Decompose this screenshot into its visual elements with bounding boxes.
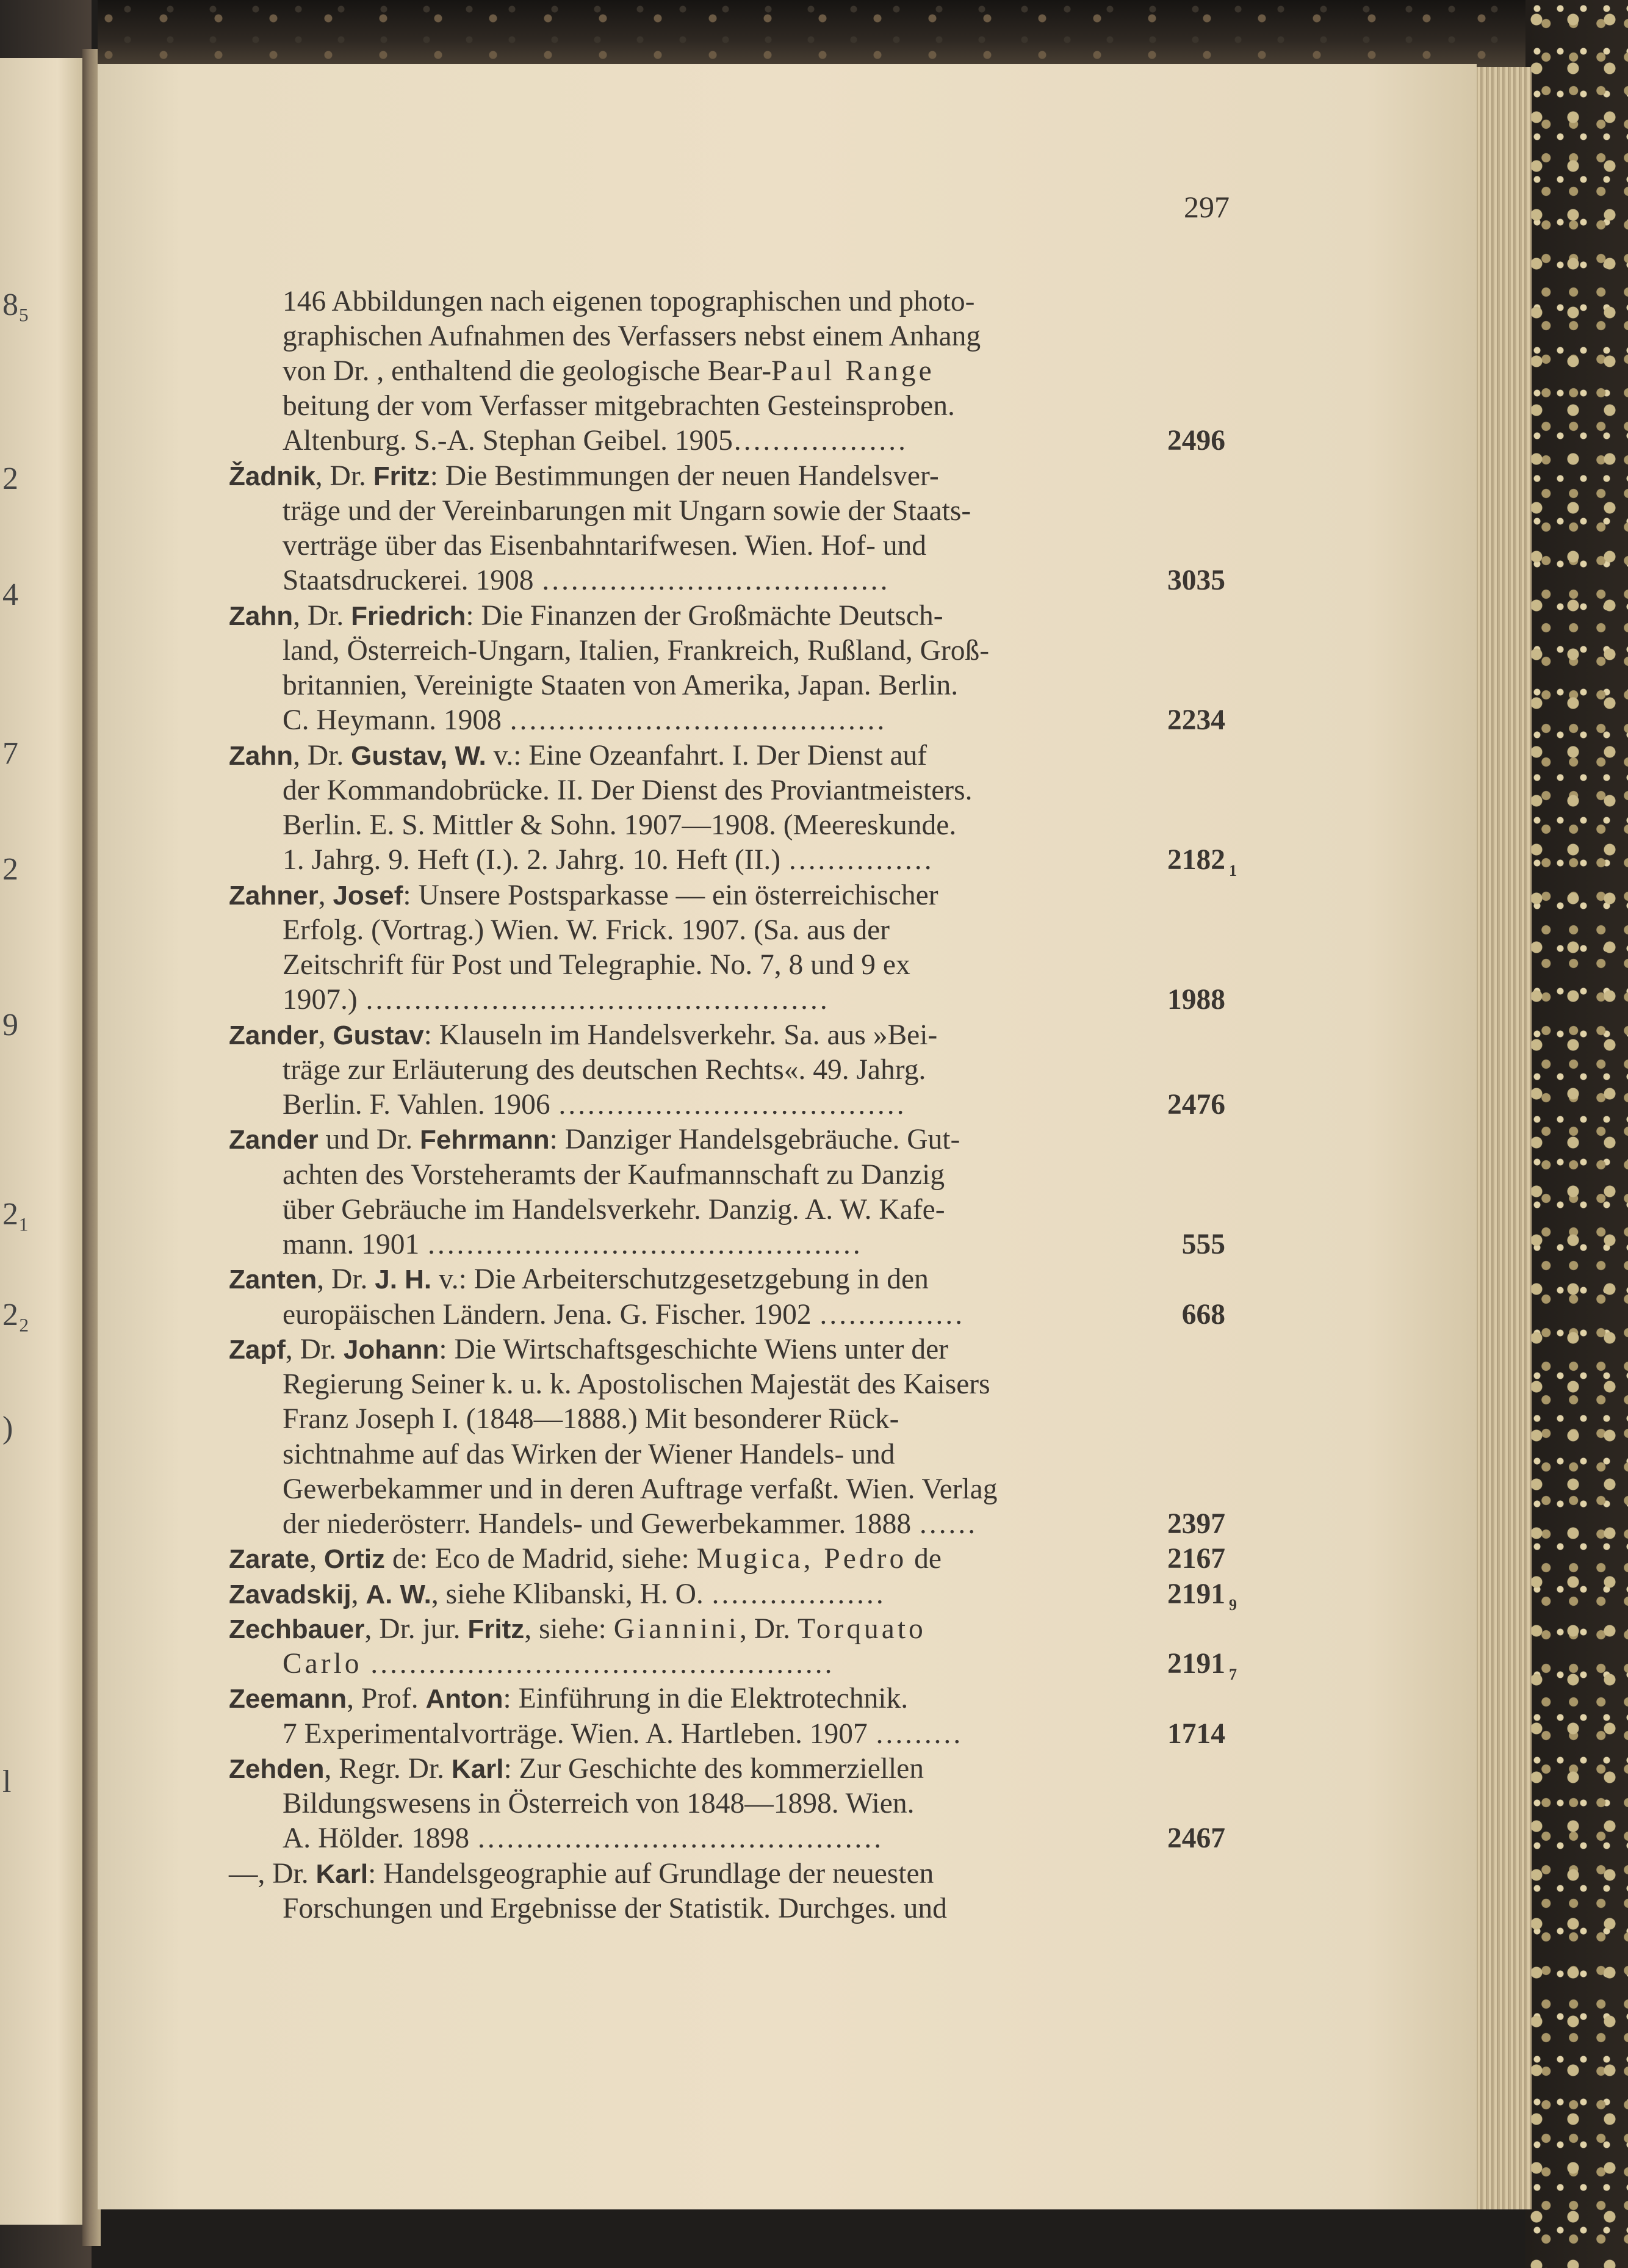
line-text [283, 1054, 926, 1086]
line-text [283, 1717, 962, 1751]
line-text [283, 1439, 895, 1470]
text-run: v.: Eine Ozeanfahrt. I. Der Dienst auf [486, 740, 927, 771]
line-text [283, 286, 974, 317]
line-text [229, 1334, 948, 1365]
text-run: Forschungen und Ergebnisse der Statistik. Durchges. und [283, 1893, 947, 1924]
entry-number: 2496 [1167, 425, 1225, 457]
text-run: : Die Bestimmungen der neuen Handelsver- [430, 460, 939, 492]
text-run: , Dr. [317, 1263, 375, 1295]
text-run: A. Hölder. 1898 …………………………………… [283, 1822, 882, 1854]
text-line [229, 1612, 1228, 1647]
line-text [229, 1577, 885, 1612]
text-run: , Dr. jur. [364, 1613, 468, 1645]
line-text [283, 670, 958, 701]
marbled-cover-right [1525, 0, 1628, 2268]
entry-number: 2397 [1167, 1508, 1225, 1540]
spaced-name: Torquato [797, 1613, 926, 1645]
number-suffix: 9 [1229, 1596, 1237, 1614]
text-line [229, 1752, 1228, 1786]
left-page-fragment: 2 [2, 461, 18, 496]
text-run: Regierung Seiner k. u. k. Apostolischen Majestät des Kaisers [283, 1368, 990, 1400]
entry-number: 3035 [1167, 565, 1225, 596]
text-run: , [309, 1543, 324, 1575]
entry-forename: Josef [333, 881, 403, 911]
line-text [283, 809, 956, 841]
text-line [229, 1577, 1237, 1614]
text-line [283, 1367, 1228, 1401]
text-run: : Einführung in die Elektrotechnik. [503, 1683, 909, 1714]
line-text [283, 983, 829, 1017]
text-line [283, 1786, 1228, 1821]
text-run: , Dr. [315, 460, 373, 492]
text-run: mann. 1901 ……………………………………… [283, 1229, 862, 1260]
entry-forename: Fritz [467, 1614, 525, 1644]
text-run: 1. Jahrg. 9. Heft (I.). 2. Jahrg. 10. Heft (II.) …………… [283, 844, 933, 876]
entry-forename: A. W. [366, 1580, 431, 1609]
spaced-name: Carlo [283, 1648, 362, 1680]
line-text [229, 1858, 934, 1890]
line-text [283, 1227, 862, 1262]
text-line [283, 983, 1226, 1017]
entry-author: Zavadskij [229, 1580, 351, 1609]
line-text [229, 1683, 908, 1714]
text-line [283, 319, 1228, 353]
entry-forename: Karl [315, 1859, 369, 1889]
text-run: ………………………………………… [362, 1648, 834, 1680]
text-run: Zeitschrift für Post und Telegraphie. No. 7, 8 und 9 ex [283, 949, 910, 981]
text-line [283, 948, 1228, 982]
text-run: : Handelsgeographie auf Grundlage der neuesten [368, 1858, 934, 1890]
text-run: britannien, Vereinigte Staaten von Amerika, Japan. Berlin. [283, 670, 959, 701]
text-line [283, 529, 1228, 563]
text-run: , Dr. [285, 1334, 344, 1365]
entry-number: 2167 [1167, 1543, 1225, 1575]
text-line [283, 1227, 1226, 1262]
text-run: land, Österreich-Ungarn, Italien, Frankreich, Rußland, Groß- [283, 635, 990, 666]
entry-number: 2467 [1167, 1822, 1225, 1854]
text-run: beitung der vom Verfasser mitgebrachten Gesteinsproben. [283, 390, 955, 422]
line-text [283, 635, 989, 666]
left-page-fragment: l [2, 1764, 12, 1799]
entry-author: Zander [229, 1125, 319, 1155]
text-line [229, 1122, 1228, 1157]
line-text [229, 740, 927, 771]
page-stack-edge [1471, 67, 1532, 2209]
line-text [283, 320, 981, 352]
line-text [283, 1368, 990, 1400]
line-text [283, 355, 935, 387]
text-line [283, 773, 1228, 807]
text-line [283, 563, 1226, 598]
text-run: verträge über das Eisenbahntarifwesen. Wien. Hof- und [283, 530, 927, 562]
text-run: träge und der Vereinbarungen mit Ungarn sowie der Staats- [283, 495, 971, 527]
text-run: 1907.) ………………………………………… [283, 984, 829, 1016]
text-run: v.: Die Arbeiterschutzgesetzgebung in den [431, 1263, 929, 1295]
text-run: graphischen Aufnahmen des Verfassers nebst einem Anhang [283, 320, 981, 352]
text-run: : Die Finanzen der Großmächte Deutsch- [466, 600, 943, 632]
text-run: de [907, 1543, 942, 1575]
line-text [283, 1159, 945, 1191]
line-text [283, 1507, 976, 1541]
entry-author: Zahn [229, 601, 294, 631]
entry-number: 668 [1181, 1299, 1225, 1331]
text-run: : Zur Geschichte des kommerziellen [503, 1753, 924, 1785]
entry-forename: Ortiz [323, 1544, 386, 1574]
entry-forename: Gustav [333, 1020, 424, 1050]
entry-author: Zander [229, 1020, 319, 1050]
spaced-name: Giannini [613, 1613, 740, 1645]
entry-number: 1988 [1167, 984, 1225, 1016]
left-page-fragment: 7 [2, 736, 18, 771]
line-text [229, 1263, 929, 1295]
text-line [283, 1507, 1226, 1541]
line-text [229, 1542, 942, 1576]
number-suffix: 1 [1229, 862, 1237, 879]
text-run: , Regr. Dr. [324, 1753, 452, 1785]
text-run: Erfolg. (Vortrag.) Wien. W. Frick. 1907. (Sa. aus der [283, 914, 890, 946]
entry-author: Zahner [229, 881, 319, 911]
entry-author: Zechbauer [229, 1614, 365, 1644]
text-run: : Danziger Handelsgebräuche. Gut- [549, 1124, 960, 1155]
text-line [283, 703, 1226, 737]
left-page-fragment: 8₅ [2, 287, 30, 322]
text-line [283, 1647, 1237, 1683]
text-run: de: Eco de Madrid, siehe: [385, 1543, 697, 1575]
spaced-name: Paul Range [771, 355, 935, 387]
entry-author: Zapf [229, 1335, 286, 1365]
text-run: , Dr. [293, 740, 351, 771]
entry-forename: Anton [425, 1684, 503, 1714]
text-run: : Unsere Postsparkasse — ein österreichischer [403, 879, 938, 911]
line-text [229, 1613, 926, 1645]
entry-forename: Johann [343, 1335, 439, 1365]
text-line [283, 668, 1228, 702]
text-line [283, 389, 1228, 423]
line-text [283, 1647, 833, 1681]
text-line [283, 913, 1228, 947]
text-line [229, 739, 1228, 773]
text-line [283, 494, 1228, 528]
text-line [283, 354, 1228, 388]
text-run: C. Heymann. 1908 ………………………………… [283, 704, 886, 736]
text-line [229, 878, 1228, 913]
entry-author: Zeemann [229, 1684, 347, 1714]
line-text [283, 563, 888, 598]
text-line [283, 843, 1237, 879]
text-line [283, 1891, 1228, 1926]
line-text [283, 390, 955, 422]
entry-forename: Gustav, W. [351, 741, 486, 771]
text-run: : Klauseln im Handelsverkehr. Sa. aus »Bei- [423, 1019, 938, 1051]
text-line [283, 634, 1228, 668]
text-run: achten des Vorsteheramts der Kaufmannschaft zu Danzig [283, 1159, 945, 1191]
line-text [283, 1088, 906, 1122]
text-line [283, 1053, 1228, 1087]
entry-number: 555 [1181, 1229, 1225, 1260]
text-run: der Kommandobrücke. II. Der Dienst des Proviantmeisters. [283, 775, 973, 806]
text-line [283, 1717, 1226, 1751]
text-line [229, 599, 1228, 634]
text-run: der niederösterr. Handels- und Gewerbekammer. 1888 …… [283, 1508, 977, 1540]
text-run: Berlin. E. S. Mittler & Sohn. 1907—1908. (Meereskunde. [283, 809, 957, 841]
entry-author: Žadnik [229, 461, 315, 491]
entry-author: Zanten [229, 1265, 317, 1295]
line-text [229, 600, 943, 632]
line-text [283, 703, 885, 737]
text-run: , enthaltend die geologische Bear- [376, 355, 772, 387]
entry-number: 2182 1 [1167, 843, 1225, 877]
left-page-edge [0, 58, 82, 2225]
text-run: , [318, 1019, 333, 1051]
text-run: : Die Wirtschaftsgeschichte Wiens unter der [439, 1334, 948, 1365]
text-line [229, 1262, 1228, 1297]
line-text [283, 424, 907, 458]
line-text [229, 460, 939, 492]
left-page-fragment: 2₂ [2, 1298, 30, 1332]
text-run: und Dr. [318, 1124, 420, 1155]
text-run: 7 Experimentalvorträge. Wien. A. Hartleben. 1907 ……… [283, 1718, 962, 1750]
spaced-name: Mugica, Pedro [696, 1543, 907, 1575]
line-text [283, 1821, 882, 1855]
line-text [283, 843, 932, 877]
entry-forename: Friedrich [351, 601, 466, 631]
marbled-cover-top [98, 0, 1628, 67]
line-text [283, 1788, 915, 1819]
text-run: Franz Joseph I. (1848—1888.) Mit besonderer Rück- [283, 1403, 899, 1435]
entry-forename: Karl [451, 1754, 504, 1784]
text-run: , Dr. [293, 600, 351, 632]
text-line [229, 1542, 1226, 1576]
text-line [283, 424, 1226, 458]
text-run: träge zur Erläuterung des deutschen Rechts«. 49. Jahrg. [283, 1054, 926, 1086]
text-line [229, 1681, 1228, 1716]
text-run: , siehe Klibanski, H. O. ……………… [431, 1578, 885, 1610]
line-text [229, 1753, 924, 1785]
line-text [229, 1019, 937, 1051]
text-run: —, Dr. [229, 1858, 316, 1890]
line-text [283, 1473, 998, 1505]
entry-forename: Fritz [373, 461, 430, 491]
line-text [283, 949, 910, 981]
line-text [283, 1893, 947, 1924]
line-text [229, 879, 938, 911]
text-run: Bildungswesens in Österreich von 1848—1898. Wien. [283, 1788, 915, 1819]
text-run: Berlin. F. Vahlen. 1906 ……………………………… [283, 1089, 906, 1121]
text-line [229, 1018, 1228, 1053]
text-run: , Prof. [347, 1683, 426, 1714]
text-run: 146 Abbildungen nach eigenen topographischen und photo- [283, 286, 975, 317]
text-run: , Dr. [739, 1613, 798, 1645]
text-line [283, 1402, 1228, 1436]
text-run: Staatsdruckerei. 1908 ……………………………… [283, 565, 889, 596]
entry-author: Zahn [229, 741, 294, 771]
text-line [283, 1821, 1226, 1855]
line-text [283, 530, 926, 562]
text-line [283, 1193, 1228, 1227]
line-text [283, 775, 972, 806]
text-line [229, 459, 1228, 494]
text-line [283, 1298, 1226, 1332]
line-text [283, 1403, 899, 1435]
line-text [283, 914, 890, 946]
left-page-fragment: 9 [2, 1008, 18, 1042]
text-line [283, 1158, 1228, 1192]
text-run: von Dr. [283, 355, 377, 387]
left-page-fragment: ) [2, 1410, 13, 1445]
page-number: 297 [1184, 190, 1230, 224]
text-run: , siehe: [524, 1613, 614, 1645]
line-text [283, 1298, 963, 1332]
entry-forename: J. H. [375, 1265, 432, 1295]
text-run: Gewerbekammer und in deren Auftrage verfaßt. Wien. Verlag [283, 1473, 998, 1505]
text-run: Altenburg. S.-A. Stephan Geibel. 1905……………… [283, 425, 907, 457]
text-line [283, 1437, 1228, 1472]
text-line [283, 1088, 1226, 1122]
text-line [283, 284, 1228, 319]
left-page-fragment: 4 [2, 577, 18, 612]
text-run: , [318, 879, 333, 911]
entry-forename: Fehrmann [419, 1125, 550, 1155]
entry-number: 2234 [1167, 704, 1225, 736]
entry-number: 1714 [1167, 1718, 1225, 1750]
text-line [229, 1332, 1228, 1367]
line-text [229, 1124, 960, 1155]
text-run: über Gebräuche im Handelsverkehr. Danzig. A. W. Kafe- [283, 1194, 945, 1226]
text-line [283, 808, 1228, 842]
text-line [229, 1857, 1228, 1891]
text-line [283, 1472, 1228, 1506]
entry-number: 2191 9 [1167, 1577, 1225, 1611]
left-page-fragment: 2₁ [2, 1197, 30, 1232]
text-run: europäischen Ländern. Jena. G. Fischer. 1902 …………… [283, 1299, 963, 1331]
entry-author: Zarate [229, 1544, 310, 1574]
line-text [283, 1194, 945, 1226]
line-text [283, 495, 971, 527]
text-run: sichtnahme auf das Wirken der Wiener Handels- und [283, 1439, 895, 1470]
entry-author: Zehden [229, 1754, 325, 1784]
number-suffix: 7 [1229, 1666, 1237, 1683]
entry-number: 2191 7 [1167, 1647, 1225, 1681]
entry-number: 2476 [1167, 1089, 1225, 1121]
left-page-fragment: 2 [2, 852, 18, 887]
text-run: , [351, 1578, 366, 1610]
